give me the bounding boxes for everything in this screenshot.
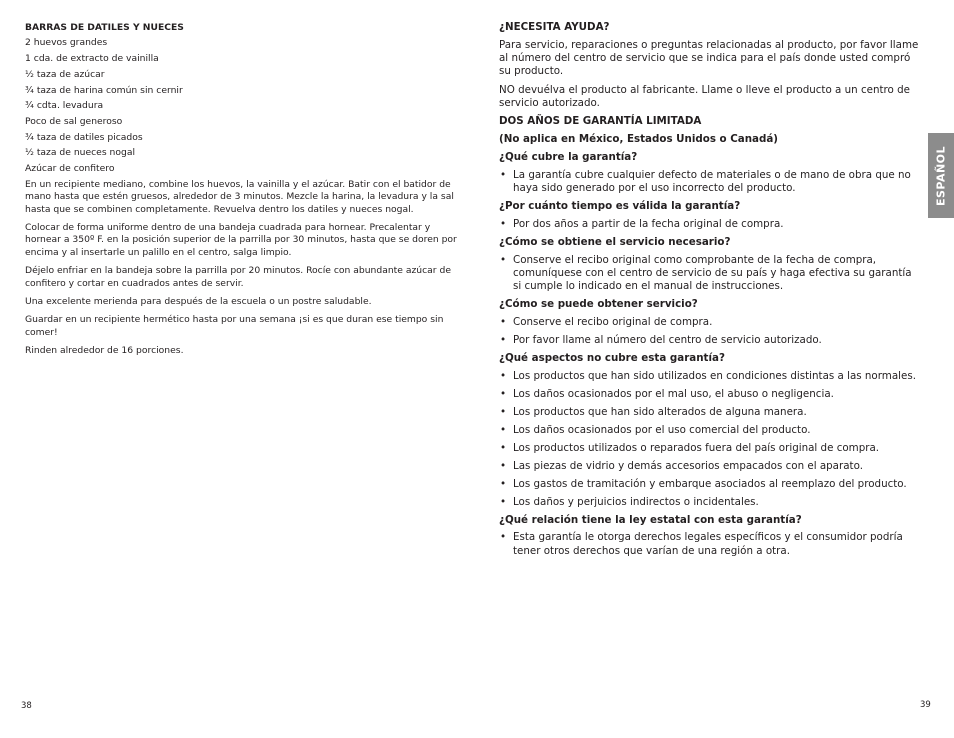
recipe-column: [25, 22, 460, 364]
bullet-text: Los productos que han sido alterados de alguna manera.: [513, 405, 807, 418]
bullet-list: [499, 316, 919, 347]
instruction-paragraph: Déjelo enfriar en la bandeja sobre la parrilla por 20 minutos. Rocíe con abundante azúcar de confitero y cortar en cuadrados antes de servir.: [25, 265, 451, 289]
bullet-icon: •: [500, 477, 507, 490]
bullet-text: Conserve el recibo original de compra.: [513, 315, 713, 328]
ingredient-item: ½ taza de azúcar: [25, 68, 105, 80]
bullet-item: [499, 334, 919, 347]
help-heading: ¿NECESITA AYUDA?: [499, 21, 610, 33]
bullet-icon: •: [500, 217, 507, 230]
bullet-icon: •: [500, 168, 507, 181]
bullet-text: Los productos que han sido utilizados en condiciones distintas a las normales.: [513, 369, 916, 382]
bullet-item: [499, 169, 919, 196]
ingredient-item: Poco de sal generoso: [25, 115, 123, 127]
bullet-item: [499, 478, 919, 491]
section-question: ¿Qué aspectos no cubre esta garantía?: [499, 351, 725, 364]
instruction-paragraph: Colocar de forma uniforme dentro de una bandeja cuadrada para hornear. Precalentar y hornear a 350º F. en la posición superior de la parrilla por 30 minutos, hasta que se doren por encima y al insertarle un palillo en el centro, salga limpio.: [25, 221, 457, 258]
language-tab-label: ESPAÑOL: [934, 145, 948, 206]
ingredient-item: Azúcar de confitero: [25, 163, 115, 175]
bullet-icon: •: [500, 387, 507, 400]
ingredient-list: [25, 37, 460, 175]
ingredient-item: ¾ taza de datiles picados: [25, 131, 143, 143]
bullet-text: Las piezas de vidrio y demás accesorios empacados con el aparato.: [513, 459, 863, 472]
instruction-list: [25, 179, 460, 358]
bullet-text: Conserve el recibo original como comprobante de la fecha de compra, comuníquese con el centro de servicio de su país y haga efectiva su garantía si cumple lo indicado en el manual de instrucciones.: [513, 253, 912, 293]
bullet-icon: •: [500, 315, 507, 328]
bullet-text: Los gastos de tramitación y embarque asociados al reemplazo del producto.: [513, 477, 907, 490]
instruction-paragraph: Guardar en un recipiente hermético hasta por una semana ¡si es que duran ese tiempo sin comer!: [25, 314, 444, 338]
bullet-text: Los daños ocasionados por el uso comercial del producto.: [513, 423, 811, 436]
bullet-icon: •: [500, 405, 507, 418]
language-tab: [928, 133, 954, 218]
bullet-item: [499, 442, 919, 455]
bullet-icon: •: [500, 459, 507, 472]
bullet-item: [499, 531, 919, 558]
section-question: ¿Qué cubre la garantía?: [499, 150, 638, 163]
bullet-text: Los daños ocasionados por el mal uso, el abuso o negligencia.: [513, 387, 834, 400]
bullet-list: [499, 370, 919, 509]
instruction-paragraph: Una excelente merienda para después de la escuela o un postre saludable.: [25, 295, 372, 307]
section-question: ¿Qué relación tiene la ley estatal con esta garantía?: [499, 513, 802, 526]
section-question: ¿Por cuánto tiempo es válida la garantía?: [499, 199, 741, 212]
bullet-icon: •: [500, 531, 507, 544]
warranty-note: (No aplica en México, Estados Unidos o Canadá): [499, 133, 779, 146]
section-question: ¿Cómo se obtiene el servicio necesario?: [499, 235, 731, 248]
ingredient-item: ¾ cdta. levadura: [25, 100, 104, 112]
bullet-item: [499, 370, 919, 383]
bullet-list: [499, 218, 919, 231]
bullet-text: Los productos utilizados o reparados fuera del país original de compra.: [513, 441, 880, 454]
bullet-item: [499, 424, 919, 437]
bullet-item: [499, 316, 919, 329]
bullet-list: [499, 169, 919, 196]
bullet-item: [499, 460, 919, 473]
bullet-text: Por dos años a partir de la fecha original de compra.: [513, 217, 784, 230]
bullet-text: Los daños y perjuicios indirectos o incidentales.: [513, 495, 759, 508]
instruction-paragraph: En un recipiente mediano, combine los huevos, la vainilla y el azúcar. Batir con el batidor de mano hasta que estén gruesos, alrededor de 3 minutos. Mezcle la harina, la levadura y la sal hasta que se combinen completamente. Revuelva dentro los datiles y nueces nogal.: [25, 178, 454, 215]
section-question: ¿Cómo se puede obtener servicio?: [499, 298, 698, 311]
ingredient-item: 1 cda. de extracto de vainilla: [25, 53, 159, 65]
bullet-list: [499, 531, 919, 558]
ingredient-item: ½ taza de nueces nogal: [25, 147, 136, 159]
ingredient-item: ¾ taza de harina común sin cernir: [25, 84, 183, 96]
bullet-icon: •: [500, 495, 507, 508]
bullet-text: La garantía cubre cualquier defecto de materiales o de mano de obra que no haya sido generado por el uso incorrecto del producto.: [513, 168, 911, 194]
warranty-column: [499, 21, 919, 563]
bullet-item: [499, 218, 919, 231]
bullet-item: [499, 388, 919, 401]
bullet-icon: •: [500, 253, 507, 266]
help-paragraph: Para servicio, reparaciones o preguntas relacionadas al producto, por favor llame al número del centro de servicio que se indica para el país donde usted compró su producto.: [499, 38, 919, 78]
bullet-icon: •: [500, 333, 507, 346]
ingredient-item: 2 huevos grandes: [25, 37, 108, 49]
instruction-paragraph: Rinden alrededor de 16 porciones.: [25, 345, 184, 357]
recipe-title: BARRAS DE DATILES Y NUECES: [25, 22, 184, 33]
bullet-text: Por favor llame al número del centro de servicio autorizado.: [513, 333, 822, 346]
bullet-list: [499, 254, 919, 294]
bullet-icon: •: [500, 369, 507, 382]
page-number-left: 38: [21, 701, 32, 711]
bullet-item: [499, 254, 919, 294]
bullet-item: [499, 496, 919, 509]
warranty-heading: DOS AÑOS DE GARANTÍA LIMITADA: [499, 115, 702, 128]
help-paragraph: NO devuélva el producto al fabricante. Llame o lleve el producto a un centro de servicio autorizado.: [499, 83, 910, 109]
bullet-icon: •: [500, 423, 507, 436]
page-number-right: 39: [920, 700, 931, 710]
bullet-item: [499, 406, 919, 419]
bullet-text: Esta garantía le otorga derechos legales específicos y el consumidor podría tener otros derechos que varían de una región a otra.: [513, 531, 903, 557]
bullet-icon: •: [500, 441, 507, 454]
